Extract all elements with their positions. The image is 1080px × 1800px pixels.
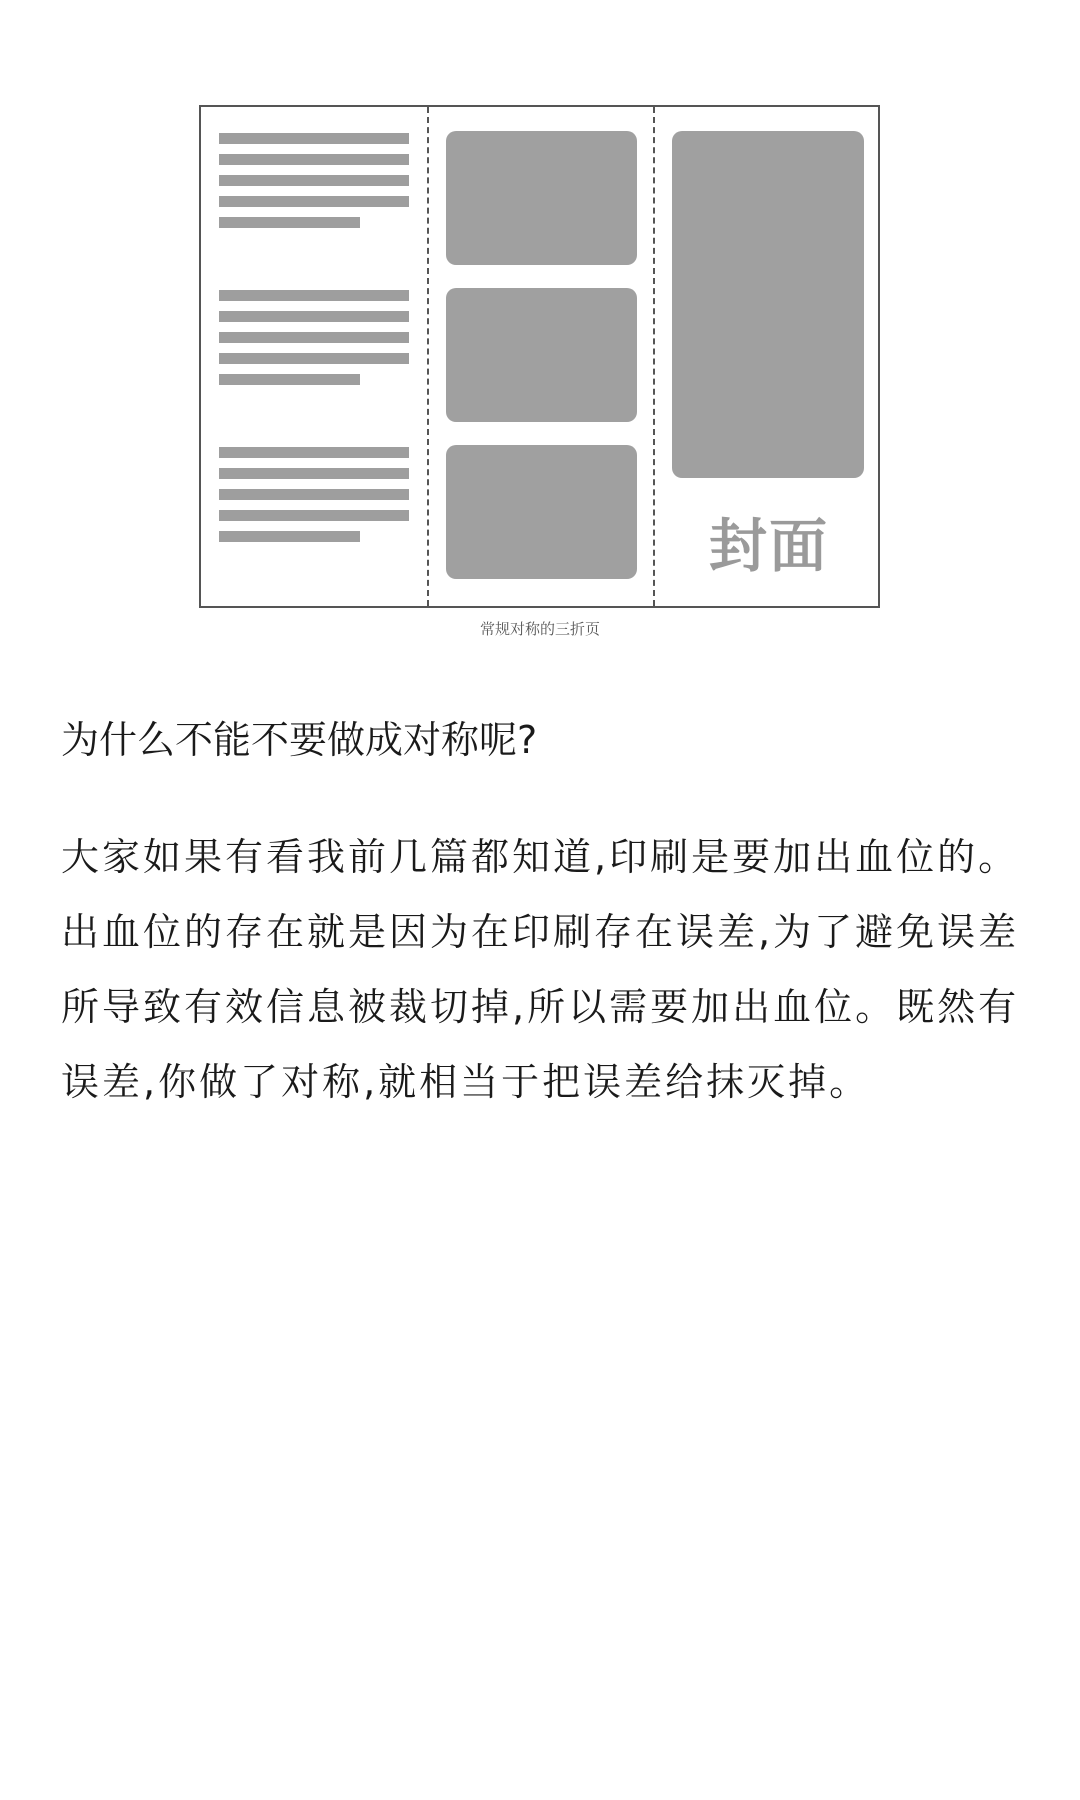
fold-line-left [427, 107, 429, 606]
text-line-placeholder [219, 196, 409, 207]
text-line-placeholder [219, 489, 409, 500]
text-line-placeholder [219, 447, 409, 458]
trifold-diagram [199, 105, 880, 608]
image-placeholder [446, 131, 637, 265]
text-line-placeholder [219, 175, 409, 186]
text-line-placeholder [219, 374, 360, 385]
text-line-placeholder [219, 290, 409, 301]
cover-label: 封面 [709, 512, 830, 580]
text-line-placeholder [219, 531, 360, 542]
cover-image-placeholder [672, 131, 864, 478]
image-placeholder [446, 288, 637, 422]
text-line-placeholder [219, 154, 409, 165]
text-line-placeholder [219, 133, 409, 144]
image-placeholder [446, 445, 637, 579]
text-line-placeholder [219, 332, 409, 343]
fold-line-right [653, 107, 655, 606]
text-line-placeholder [219, 468, 409, 479]
text-line-placeholder [219, 311, 409, 322]
body-paragraph: 大家如果有看我前几篇都知道,印刷是要加出血位的。出血位的存在就是因为在印刷存在误差,为了避免误差所导致有效信息被裁切掉,所以需要加出血位。既然有误差,你做了对称,就相当于把误差给抹灭掉。 [61, 835, 1020, 1104]
text-line-placeholder [219, 217, 360, 228]
question-text: 为什么不能不要做成对称呢? [61, 718, 538, 762]
text-line-placeholder [219, 353, 409, 364]
text-line-placeholder [219, 510, 409, 521]
figure-caption: 常规对称的三折页 [479, 620, 600, 638]
